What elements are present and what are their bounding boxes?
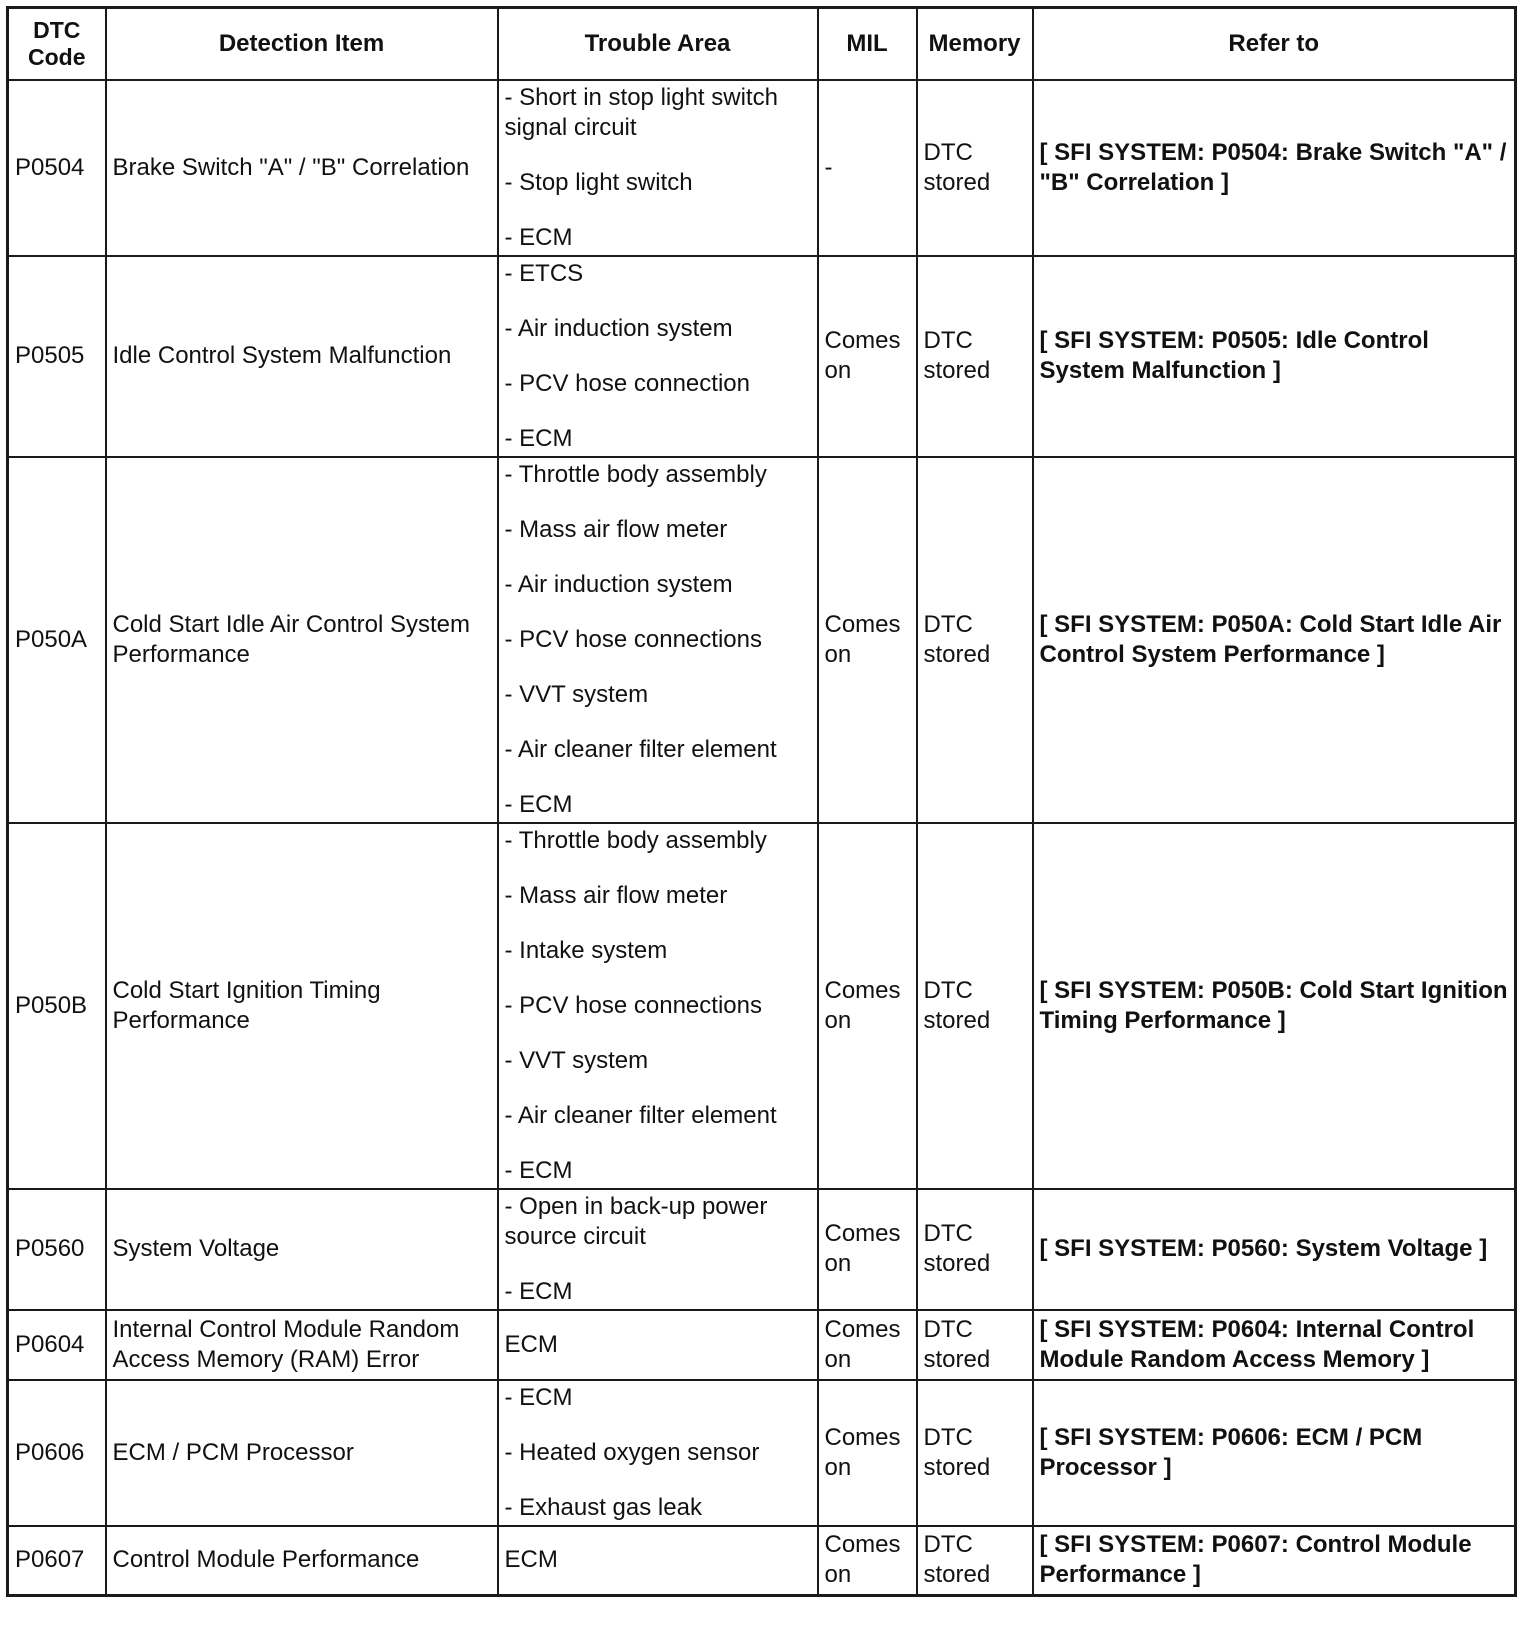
trouble-area-item: - Throttle body assembly xyxy=(504,460,767,488)
trouble-area-item: - Stop light switch xyxy=(504,168,693,196)
dtc-code-cell: P0604 xyxy=(8,1310,106,1380)
trouble-area-item: - Throttle body assembly xyxy=(504,826,767,854)
trouble-area-cell xyxy=(498,1310,818,1380)
trouble-area-item: - ECM xyxy=(504,424,573,452)
memory-cell: DTC stored xyxy=(917,823,1033,1189)
trouble-area-item: - ECM xyxy=(504,1383,573,1411)
refer-to-cell: [ SFI SYSTEM: P0505: Idle Control System Malfunction ] xyxy=(1033,256,1516,457)
trouble-area-item: - VVT system xyxy=(504,680,649,708)
detection-item-cell: Idle Control System Malfunction xyxy=(106,256,498,457)
trouble-area-item: - PCV hose connections xyxy=(504,625,762,653)
trouble-area-item: - Open in back-up power source circuit xyxy=(504,1192,768,1250)
mil-cell: Comes on xyxy=(818,1526,917,1596)
mil-cell: Comes on xyxy=(818,256,917,457)
header-memory: Memory xyxy=(917,8,1033,80)
trouble-area-item: - Air cleaner filter element xyxy=(504,1101,777,1129)
trouble-area-item: - Intake system xyxy=(504,936,668,964)
mil-cell: Comes on xyxy=(818,1310,917,1380)
dtc-code-cell: P050A xyxy=(8,457,106,823)
mil-cell: Comes on xyxy=(818,457,917,823)
mil-cell: Comes on xyxy=(818,1189,917,1310)
trouble-area-item: - Heated oxygen sensor xyxy=(504,1438,760,1466)
table-row xyxy=(8,256,1516,457)
detection-item-cell: Brake Switch "A" / "B" Correlation xyxy=(106,80,498,256)
table-row xyxy=(8,1526,1516,1596)
dtc-table xyxy=(6,6,1517,1597)
refer-to-cell: [ SFI SYSTEM: P0607: Control Module Performance ] xyxy=(1033,1526,1516,1596)
memory-cell: DTC stored xyxy=(917,1189,1033,1310)
mil-cell: Comes on xyxy=(818,1380,917,1526)
trouble-area-cell xyxy=(498,823,818,1189)
detection-item-cell: Control Module Performance xyxy=(106,1526,498,1596)
memory-cell: DTC stored xyxy=(917,1380,1033,1526)
trouble-area-item: - PCV hose connections xyxy=(504,991,762,1019)
trouble-area-item: - Exhaust gas leak xyxy=(504,1493,702,1521)
table-row xyxy=(8,1189,1516,1310)
refer-to-cell: [ SFI SYSTEM: P0560: System Voltage ] xyxy=(1033,1189,1516,1310)
trouble-area-item: - Mass air flow meter xyxy=(504,881,728,909)
header-refer-to: Refer to xyxy=(1033,8,1516,80)
trouble-area-item: - Short in stop light switch signal circuit xyxy=(504,83,778,141)
trouble-area-item: - ECM xyxy=(504,790,573,818)
table-row xyxy=(8,1380,1516,1526)
memory-cell: DTC stored xyxy=(917,80,1033,256)
memory-cell: DTC stored xyxy=(917,457,1033,823)
dtc-code-cell: P0504 xyxy=(8,80,106,256)
trouble-area-item: - Air cleaner filter element xyxy=(504,735,777,763)
refer-to-cell: [ SFI SYSTEM: P0504: Brake Switch "A" / "B" Correlation ] xyxy=(1033,80,1516,256)
refer-to-cell: [ SFI SYSTEM: P050A: Cold Start Idle Air Control System Performance ] xyxy=(1033,457,1516,823)
trouble-area-cell xyxy=(498,256,818,457)
trouble-area-item: - Air induction system xyxy=(504,314,733,342)
detection-item-cell: Cold Start Idle Air Control System Performance xyxy=(106,457,498,823)
trouble-area-item: - Mass air flow meter xyxy=(504,515,728,543)
detection-item-cell: System Voltage xyxy=(106,1189,498,1310)
refer-to-cell: [ SFI SYSTEM: P0606: ECM / PCM Processor ] xyxy=(1033,1380,1516,1526)
header-detection-item: Detection Item xyxy=(106,8,498,80)
dtc-code-cell: P050B xyxy=(8,823,106,1189)
trouble-area-item: - ECM xyxy=(504,1156,573,1184)
table-row xyxy=(8,823,1516,1189)
trouble-area-cell xyxy=(498,1526,818,1596)
header-mil: MIL xyxy=(818,8,917,80)
detection-item-cell: ECM / PCM Processor xyxy=(106,1380,498,1526)
refer-to-cell: [ SFI SYSTEM: P0604: Internal Control Module Random Access Memory ] xyxy=(1033,1310,1516,1380)
header-row xyxy=(8,8,1516,80)
dtc-code-cell: P0560 xyxy=(8,1189,106,1310)
trouble-area-cell xyxy=(498,80,818,256)
dtc-code-cell: P0505 xyxy=(8,256,106,457)
refer-to-cell: [ SFI SYSTEM: P050B: Cold Start Ignition Timing Performance ] xyxy=(1033,823,1516,1189)
table-row xyxy=(8,80,1516,256)
header-dtc-code: DTC Code xyxy=(8,8,106,80)
header-trouble-area: Trouble Area xyxy=(498,8,818,80)
memory-cell: DTC stored xyxy=(917,1310,1033,1380)
trouble-area-item: ECM xyxy=(504,1330,558,1358)
trouble-area-item: - VVT system xyxy=(504,1046,649,1074)
mil-cell: - xyxy=(818,80,917,256)
detection-item-cell: Cold Start Ignition Timing Performance xyxy=(106,823,498,1189)
trouble-area-cell xyxy=(498,1380,818,1526)
trouble-area-item: ECM xyxy=(504,1546,558,1574)
detection-item-cell: Internal Control Module Random Access Memory (RAM) Error xyxy=(106,1310,498,1380)
dtc-code-cell: P0607 xyxy=(8,1526,106,1596)
trouble-area-item: - ETCS xyxy=(504,259,584,287)
mil-cell: Comes on xyxy=(818,823,917,1189)
memory-cell: DTC stored xyxy=(917,1526,1033,1596)
trouble-area-cell xyxy=(498,1189,818,1310)
table-row xyxy=(8,1310,1516,1380)
dtc-code-cell: P0606 xyxy=(8,1380,106,1526)
memory-cell: DTC stored xyxy=(917,256,1033,457)
table-row xyxy=(8,457,1516,823)
trouble-area-item: - ECM xyxy=(504,1277,573,1305)
trouble-area-item: - Air induction system xyxy=(504,570,733,598)
trouble-area-item: - PCV hose connection xyxy=(504,369,750,397)
trouble-area-item: - ECM xyxy=(504,223,573,251)
trouble-area-cell xyxy=(498,457,818,823)
